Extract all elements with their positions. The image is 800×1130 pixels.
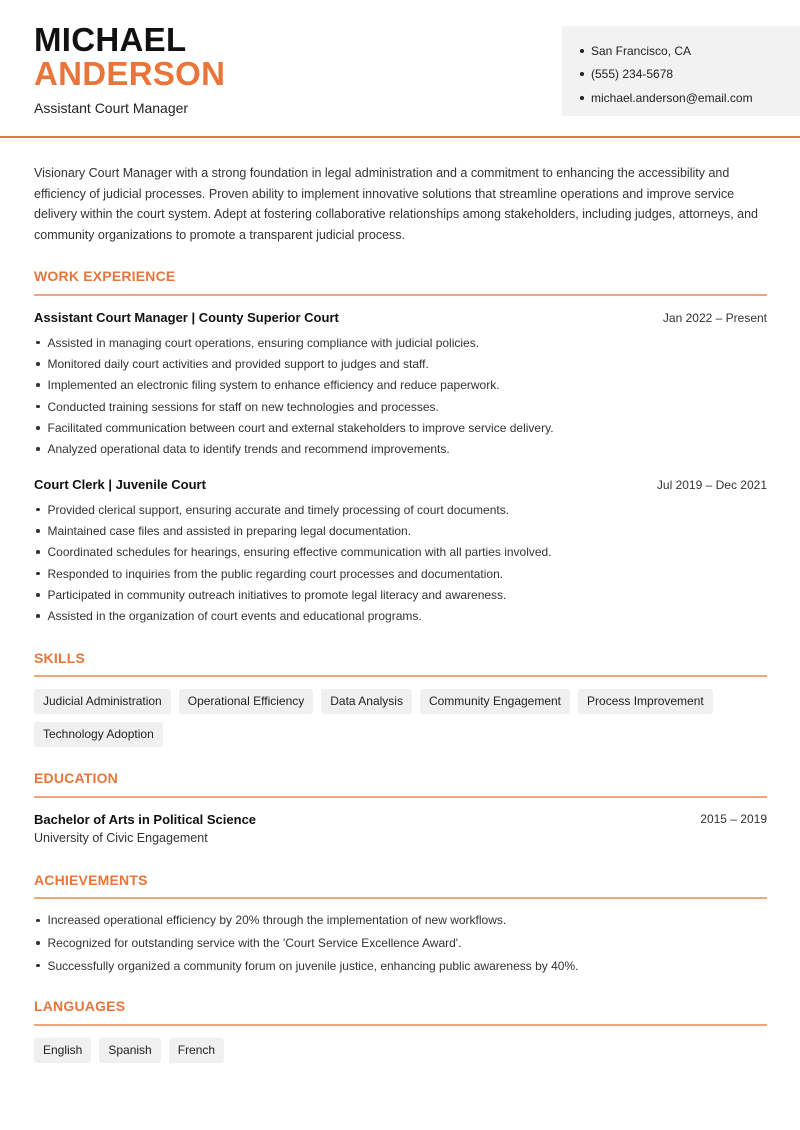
bullet-text: Analyzed operational data to identify trends and recommend improvements.	[47, 442, 450, 457]
bullet-text: Implemented an electronic filing system to enhance efficiency and reduce paperwork.	[47, 378, 500, 393]
bullet-icon	[36, 447, 40, 451]
bullet-text: Assisted in managing court operations, ensuring compliance with judicial policies.	[47, 335, 480, 350]
bullet-text: Conducted training sessions for staff on new technologies and processes.	[47, 399, 439, 414]
bullet-icon	[36, 550, 40, 554]
skill-tag: Technology Adoption	[34, 722, 163, 747]
language-tag: Spanish	[99, 1038, 160, 1063]
section-divider	[34, 675, 767, 677]
skill-tag: Operational Efficiency	[179, 689, 314, 714]
job-bullets-1	[34, 332, 767, 460]
bullet-text: Assisted in the organization of court events and educational programs.	[47, 609, 422, 624]
list-item	[34, 909, 767, 932]
school-name: University of Civic Engagement	[34, 831, 208, 845]
first-name: MICHAEL	[34, 21, 187, 58]
contact-email	[580, 86, 800, 110]
contact-phone	[580, 63, 800, 87]
list-item	[34, 332, 767, 353]
achievements-heading: ACHIEVEMENTS	[34, 872, 148, 888]
skill-tag: Process Improvement	[578, 689, 713, 714]
job-title: Assistant Court Manager	[34, 100, 189, 116]
bullet-text: Responded to inquiries from the public regarding court processes and documentation.	[47, 566, 504, 581]
languages-heading: LANGUAGES	[34, 998, 126, 1014]
job-dates-2: Jul 2019 – Dec 2021	[656, 478, 767, 492]
resume-header	[0, 0, 800, 138]
education-heading: EDUCATION	[34, 770, 118, 786]
list-item	[34, 353, 767, 374]
profile-summary: Visionary Court Manager with a strong foundation in legal administration and a commitment to enhancing the accessibility and efficiency of judicial processes. Proven ability to implement innovative solutions that streamline operations and improve service delivery within the court system. Adept at fostering collaborative relationships among stakeholders, including judges, attorneys, and community organizations to promote a transparent judicial process.	[34, 166, 759, 243]
section-divider	[34, 796, 767, 798]
bullet-text: Monitored daily court activities and provided support to judges and staff.	[47, 356, 429, 371]
contact-email-text: michael.anderson@email.com	[591, 90, 753, 105]
bullet-icon	[36, 964, 40, 968]
bullet-icon	[36, 593, 40, 597]
education-dates: 2015 – 2019	[700, 812, 767, 826]
languages-tags	[34, 1038, 767, 1063]
contact-phone-text: (555) 234-5678	[591, 67, 674, 82]
language-tag: English	[34, 1038, 91, 1063]
skill-tag: Community Engagement	[420, 689, 570, 714]
bullet-icon	[580, 72, 584, 76]
list-item	[34, 438, 767, 459]
achievements-list	[34, 909, 767, 977]
bullet-text: Participated in community outreach initiatives to promote legal literacy and awareness.	[47, 587, 507, 602]
job-title-2: Court Clerk | Juvenile Court	[34, 477, 206, 492]
skills-tags	[34, 689, 767, 747]
list-item	[34, 605, 767, 626]
bullet-icon	[36, 529, 40, 533]
job-dates-1: Jan 2022 – Present	[662, 311, 767, 325]
skills-heading: SKILLS	[34, 650, 85, 666]
job-bullets-2	[34, 499, 767, 627]
bullet-icon	[36, 941, 40, 945]
section-divider	[34, 1024, 767, 1026]
bullet-icon	[580, 49, 584, 53]
list-item	[34, 954, 767, 977]
list-item	[34, 375, 767, 396]
section-divider	[34, 897, 767, 899]
bullet-icon	[36, 919, 40, 923]
list-item	[34, 417, 767, 438]
contact-box	[562, 26, 800, 116]
list-item	[34, 584, 767, 605]
list-item	[34, 563, 767, 584]
skill-tag: Data Analysis	[321, 689, 412, 714]
list-item	[34, 396, 767, 417]
bullet-icon	[580, 96, 584, 100]
bullet-icon	[36, 383, 40, 387]
list-item	[34, 542, 767, 563]
contact-location	[580, 39, 800, 63]
bullet-icon	[36, 614, 40, 618]
bullet-icon	[36, 362, 40, 366]
bullet-text: Coordinated schedules for hearings, ensuring effective communication with all parties involved.	[47, 545, 552, 560]
bullet-icon	[36, 572, 40, 576]
contact-location-text: San Francisco, CA	[591, 43, 692, 58]
section-divider	[34, 294, 767, 296]
last-name: ANDERSON	[34, 55, 226, 92]
bullet-icon	[36, 405, 40, 409]
bullet-icon	[36, 508, 40, 512]
job-title-1: Assistant Court Manager | County Superior Court	[34, 310, 339, 325]
bullet-text: Provided clerical support, ensuring accurate and timely processing of court documents.	[47, 502, 510, 517]
bullet-text: Increased operational efficiency by 20% through the implementation of new workflows.	[47, 913, 507, 928]
bullet-text: Recognized for outstanding service with the 'Court Service Excellence Award'.	[47, 936, 462, 951]
bullet-icon	[36, 426, 40, 430]
bullet-text: Facilitated communication between court and external stakeholders to improve service delivery.	[47, 420, 554, 435]
work-experience-heading: WORK EXPERIENCE	[34, 268, 176, 284]
bullet-text: Successfully organized a community forum on juvenile justice, enhancing public awareness by 40%.	[47, 958, 579, 973]
degree-title: Bachelor of Arts in Political Science	[34, 812, 257, 827]
bullet-icon	[36, 341, 40, 345]
list-item	[34, 499, 767, 520]
list-item	[34, 932, 767, 955]
bullet-text: Maintained case files and assisted in preparing legal documentation.	[47, 523, 412, 538]
list-item	[34, 520, 767, 541]
language-tag: French	[169, 1038, 224, 1063]
skill-tag: Judicial Administration	[34, 689, 171, 714]
